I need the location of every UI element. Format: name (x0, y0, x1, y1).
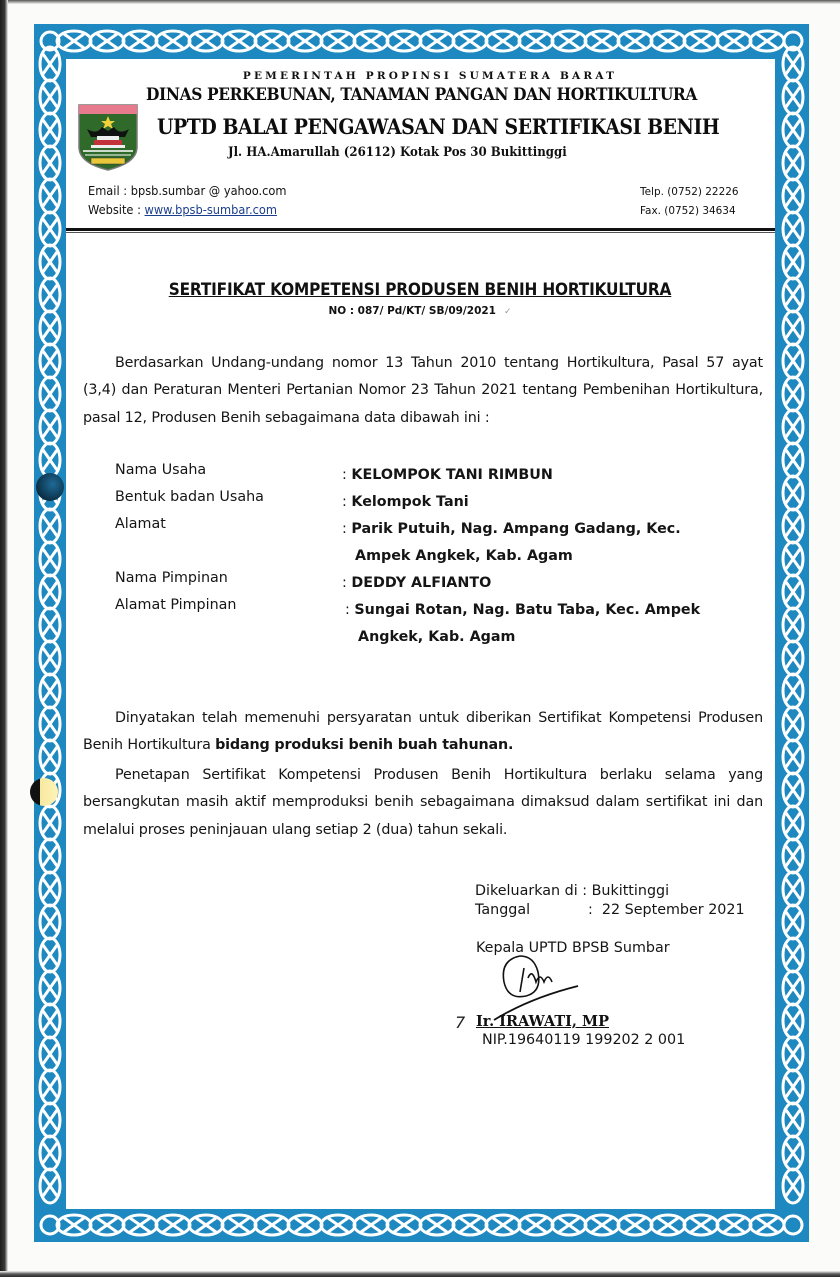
issuance-date-label: Tanggal (475, 902, 531, 918)
detail-value: : Kelompok Tani (342, 494, 469, 510)
producer-details (115, 462, 775, 651)
certificate-number (0, 305, 840, 317)
certificate-number-text: NO : 087/ Pd/KT/ SB/09/2021 (328, 305, 496, 317)
detail-value-text: Kelompok Tani (351, 494, 469, 510)
detail-value: : Sungai Rotan, Nag. Batu Taba, Kec. Ampek Angkek, Kab. Agam (345, 597, 735, 651)
detail-value-text: KELOMPOK TANI RIMBUN (351, 467, 553, 483)
signer-name: Ir. IRAWATI, MP (476, 1013, 609, 1030)
intro-paragraph (83, 350, 763, 432)
letterhead-agency: DINAS PERKEBUNAN, TANAMAN PANGAN DAN HORTIKULTURA (146, 84, 697, 104)
letterhead-address: Jl. HA.Amarullah (26112) Kotak Pos 30 Bukittinggi (228, 145, 567, 160)
email-address: bpsb.sumbar @ yahoo.com (130, 184, 287, 198)
issuance-block (475, 882, 745, 920)
letterhead-unit: UPTD BALAI PENGAWASAN DAN SERTIFIKASI BENIH (157, 114, 720, 139)
statement-field: bidang produksi benih buah tahunan. (215, 737, 514, 754)
intro-text: Berdasarkan Undang-undang nomor 13 Tahun 2010 tentang Hortikultura, Pasal 57 ayat (3,4) dan Peraturan Menteri Pertanian Nomor 23 Tahun 2021 tentang Pembenihan Hortikultura, pasal 12, Produsen Benih sebagaimana data dibawah ini : (83, 355, 763, 426)
issuance-date: 22 September 2021 (601, 902, 745, 918)
detail-row-business-name (115, 462, 775, 489)
website-link[interactable]: www.bpsb-sumbar.com (144, 203, 277, 217)
west-sumatra-coat-of-arms-icon (75, 103, 141, 171)
letterhead-contact-right (640, 182, 739, 220)
detail-label: Bentuk badan Usaha (115, 489, 264, 505)
letterhead-government: PEMERINTAH PROPINSI SUMATERA BARAT (242, 70, 618, 82)
fax-number: Fax. (0752) 34634 (640, 204, 736, 217)
detail-value: : KELOMPOK TANI RIMBUN (342, 467, 553, 483)
statement-paragraph (83, 705, 763, 760)
letterhead-divider-thin (66, 232, 775, 233)
issuance-place-label: Dikeluarkan di (475, 883, 578, 899)
detail-row-leader-name (115, 570, 775, 597)
detail-value-continuation: Angkek, Kab. Agam (358, 629, 516, 645)
website-line (88, 201, 287, 220)
detail-label: Nama Usaha (115, 462, 207, 478)
phone-number: Telp. (0752) 22226 (640, 185, 739, 198)
detail-value-text: Parik Putuih, Nag. Ampang Gadang, Kec. (351, 521, 681, 537)
statement-text: Dinyatakan telah memenuhi persyaratan untuk diberikan Sertifikat Kompetensi Produsen Benih Hortikultura (83, 710, 763, 754)
detail-value-continuation: Ampek Angkek, Kab. Agam (355, 548, 573, 564)
detail-row-leader-address (115, 597, 775, 651)
signer-position: Kepala UPTD BPSB Sumbar (476, 940, 670, 956)
detail-value-text: Sungai Rotan, Nag. Batu Taba, Kec. Ampek (354, 602, 701, 618)
detail-label: Alamat (115, 516, 166, 532)
detail-label: Nama Pimpinan (115, 570, 228, 586)
website-label: Website : (88, 203, 145, 217)
issuance-place-row: Dikeluarkan di : Bukittinggi (475, 883, 670, 899)
email-label: Email : (88, 184, 131, 198)
letterhead-divider (66, 228, 775, 231)
validity-paragraph (83, 762, 763, 844)
validity-text: Penetapan Sertifikat Kompetensi Produsen Benih Hortikultura berlaku selama yang bersangkutan masih aktif memproduksi benih sebagaimana dimaksud dalam sertifikat ini dan melalui proses peninjauan ulang setiap 2 (dua) tahun sekali. (83, 767, 763, 838)
letterhead-contact-left (88, 182, 287, 220)
detail-label: Alamat Pimpinan (115, 597, 237, 613)
detail-row-address (115, 516, 775, 570)
detail-value-text: DEDDY ALFIANTO (351, 575, 492, 591)
signer-nip: NIP.19640119 199202 2 001 (482, 1032, 686, 1048)
detail-value: : Parik Putuih, Nag. Ampang Gadang, Kec. Ampek Angkek, Kab. Agam (342, 516, 732, 570)
check-mark: ✓ (504, 307, 512, 317)
detail-row-business-type (115, 489, 775, 516)
issuance-date-row: Tanggal : 22 September 2021 (475, 902, 745, 918)
email-line (88, 182, 287, 201)
issuance-place: Bukittinggi (591, 883, 670, 899)
detail-value: : DEDDY ALFIANTO (342, 575, 492, 591)
initial-mark: 7 (455, 1013, 466, 1032)
certificate-title: SERTIFIKAT KOMPETENSI PRODUSEN BENIH HORTIKULTURA (168, 280, 672, 299)
